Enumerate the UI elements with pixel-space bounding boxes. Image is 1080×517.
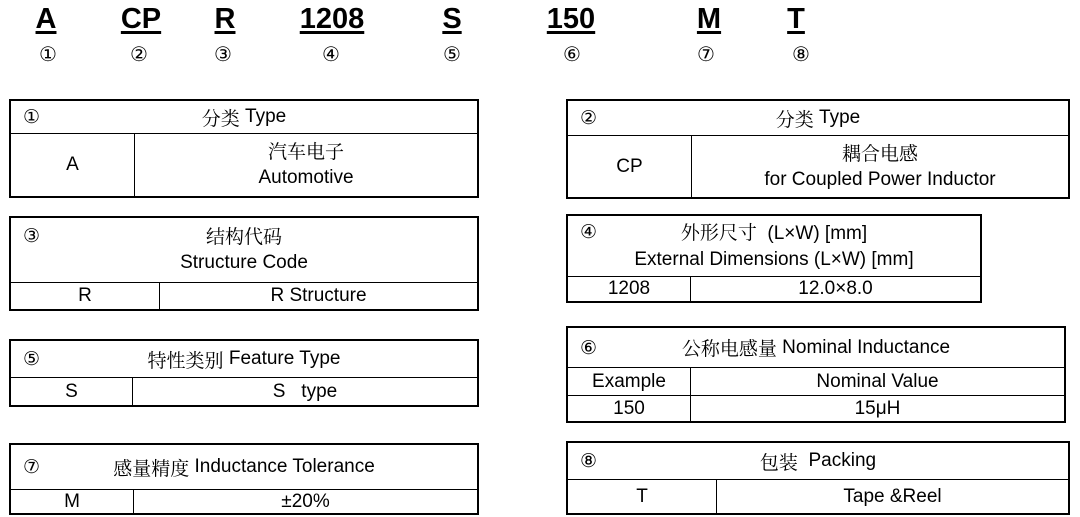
code-index-5: ⑤ [443, 42, 461, 66]
code-part-6: 150 [546, 3, 596, 35]
code-cell: 150 [613, 397, 645, 419]
code-index-7: ⑦ [697, 42, 715, 66]
nominal-inductance-table [566, 326, 1066, 423]
title-cn: 包装 [759, 451, 798, 474]
table-row [568, 395, 1064, 421]
desc-cn: 汽车电子 [267, 141, 344, 163]
table-title [568, 443, 1068, 479]
code-cell: 1208 [607, 278, 651, 299]
code-part-4: 1208 [299, 3, 365, 35]
column-header-nominal-value: Nominal Value [816, 370, 939, 392]
table-index: ⑥ [580, 336, 598, 359]
table-row [11, 489, 477, 513]
table-header [568, 443, 1068, 479]
table-title [11, 341, 477, 377]
table-row [568, 276, 980, 301]
table-title [11, 218, 477, 282]
code-part-7: M [696, 3, 722, 35]
table-row [568, 135, 1068, 197]
type-table [9, 99, 479, 198]
code-index-1: ① [39, 42, 57, 66]
code-cell: A [66, 154, 79, 175]
code-part-5: S [442, 3, 462, 35]
structure-code-table [9, 216, 479, 311]
desc-en: for Coupled Power Inductor [764, 168, 996, 190]
desc-cell: ±20% [281, 490, 330, 512]
title-en: Type [245, 106, 287, 127]
table-title [11, 101, 477, 133]
table-header [11, 101, 477, 133]
title-en: Type [819, 107, 861, 128]
table-row [568, 479, 1068, 513]
column-header-example: Example [592, 370, 666, 392]
title-en: External Dimensions (L×W) [mm] [634, 248, 914, 270]
title-cn: 结构代码 [205, 226, 282, 248]
code-part-3: R [214, 3, 236, 35]
code-index-3: ③ [214, 42, 232, 66]
code-cell: R [78, 285, 92, 306]
title-cn: 特性类别 [147, 349, 224, 372]
table-index: ⑤ [23, 348, 41, 370]
table-title [11, 445, 477, 489]
table-header [11, 218, 477, 282]
packing-table [566, 441, 1070, 515]
code-index-8: ⑧ [792, 42, 810, 66]
table-index: ② [580, 107, 598, 129]
dimensions-table [566, 214, 982, 303]
desc-cell [135, 134, 477, 196]
table-title [568, 101, 1068, 135]
code-index-4: ④ [322, 42, 340, 66]
table-row [11, 377, 477, 405]
table-index: ⑦ [23, 456, 41, 478]
table-title [568, 216, 980, 276]
desc-cell: S type [272, 380, 338, 402]
desc-cell [692, 136, 1068, 197]
table-row [11, 282, 477, 309]
table-index: ⑧ [580, 450, 598, 472]
table-header [568, 101, 1068, 135]
code-index-6: ⑥ [563, 42, 581, 66]
title-en: Inductance Tolerance [194, 456, 375, 477]
code-cell: CP [616, 155, 643, 177]
code-cell: T [636, 485, 648, 507]
title-en: Nominal Inductance [782, 336, 951, 358]
table-header [568, 328, 1064, 367]
title-cn: 感量精度 [113, 457, 190, 480]
title-cn: 外形尺寸 [680, 221, 757, 244]
title-cn: 分类 [201, 107, 240, 130]
table-row [11, 133, 477, 196]
desc-cn: 耦合电感 [841, 142, 918, 165]
table-column-headers [568, 367, 1064, 395]
desc-en: Automotive [258, 167, 354, 188]
code-part-8: T [787, 3, 805, 35]
table-header [568, 216, 980, 276]
table-index: ① [23, 106, 41, 128]
table-index: ③ [23, 225, 41, 247]
table-header [11, 341, 477, 377]
title-en: Feature Type [228, 348, 341, 369]
title-cn: 分类 [775, 108, 814, 131]
code-index-2: ② [130, 42, 148, 66]
table-header [11, 445, 477, 489]
desc-cell: 15μH [854, 397, 901, 419]
code-cell: M [64, 490, 80, 512]
title-en: Structure Code [180, 252, 308, 273]
code-part-1: A [35, 3, 57, 35]
desc-cell: R Structure [270, 285, 367, 306]
title-cn-unit: (L×W) [mm] [767, 222, 868, 244]
code-part-2: CP [120, 3, 162, 35]
type-table-2 [566, 99, 1070, 199]
table-index: ④ [580, 221, 598, 243]
title-cn: 公称电感量 [681, 338, 777, 360]
table-title [568, 328, 1064, 367]
code-cell: S [65, 380, 78, 402]
desc-cell: 12.0×8.0 [798, 278, 873, 299]
inductance-tolerance-table [9, 443, 479, 515]
feature-type-table [9, 339, 479, 407]
desc-cell: Tape &Reel [843, 485, 942, 507]
title-en: Packing [808, 450, 877, 471]
